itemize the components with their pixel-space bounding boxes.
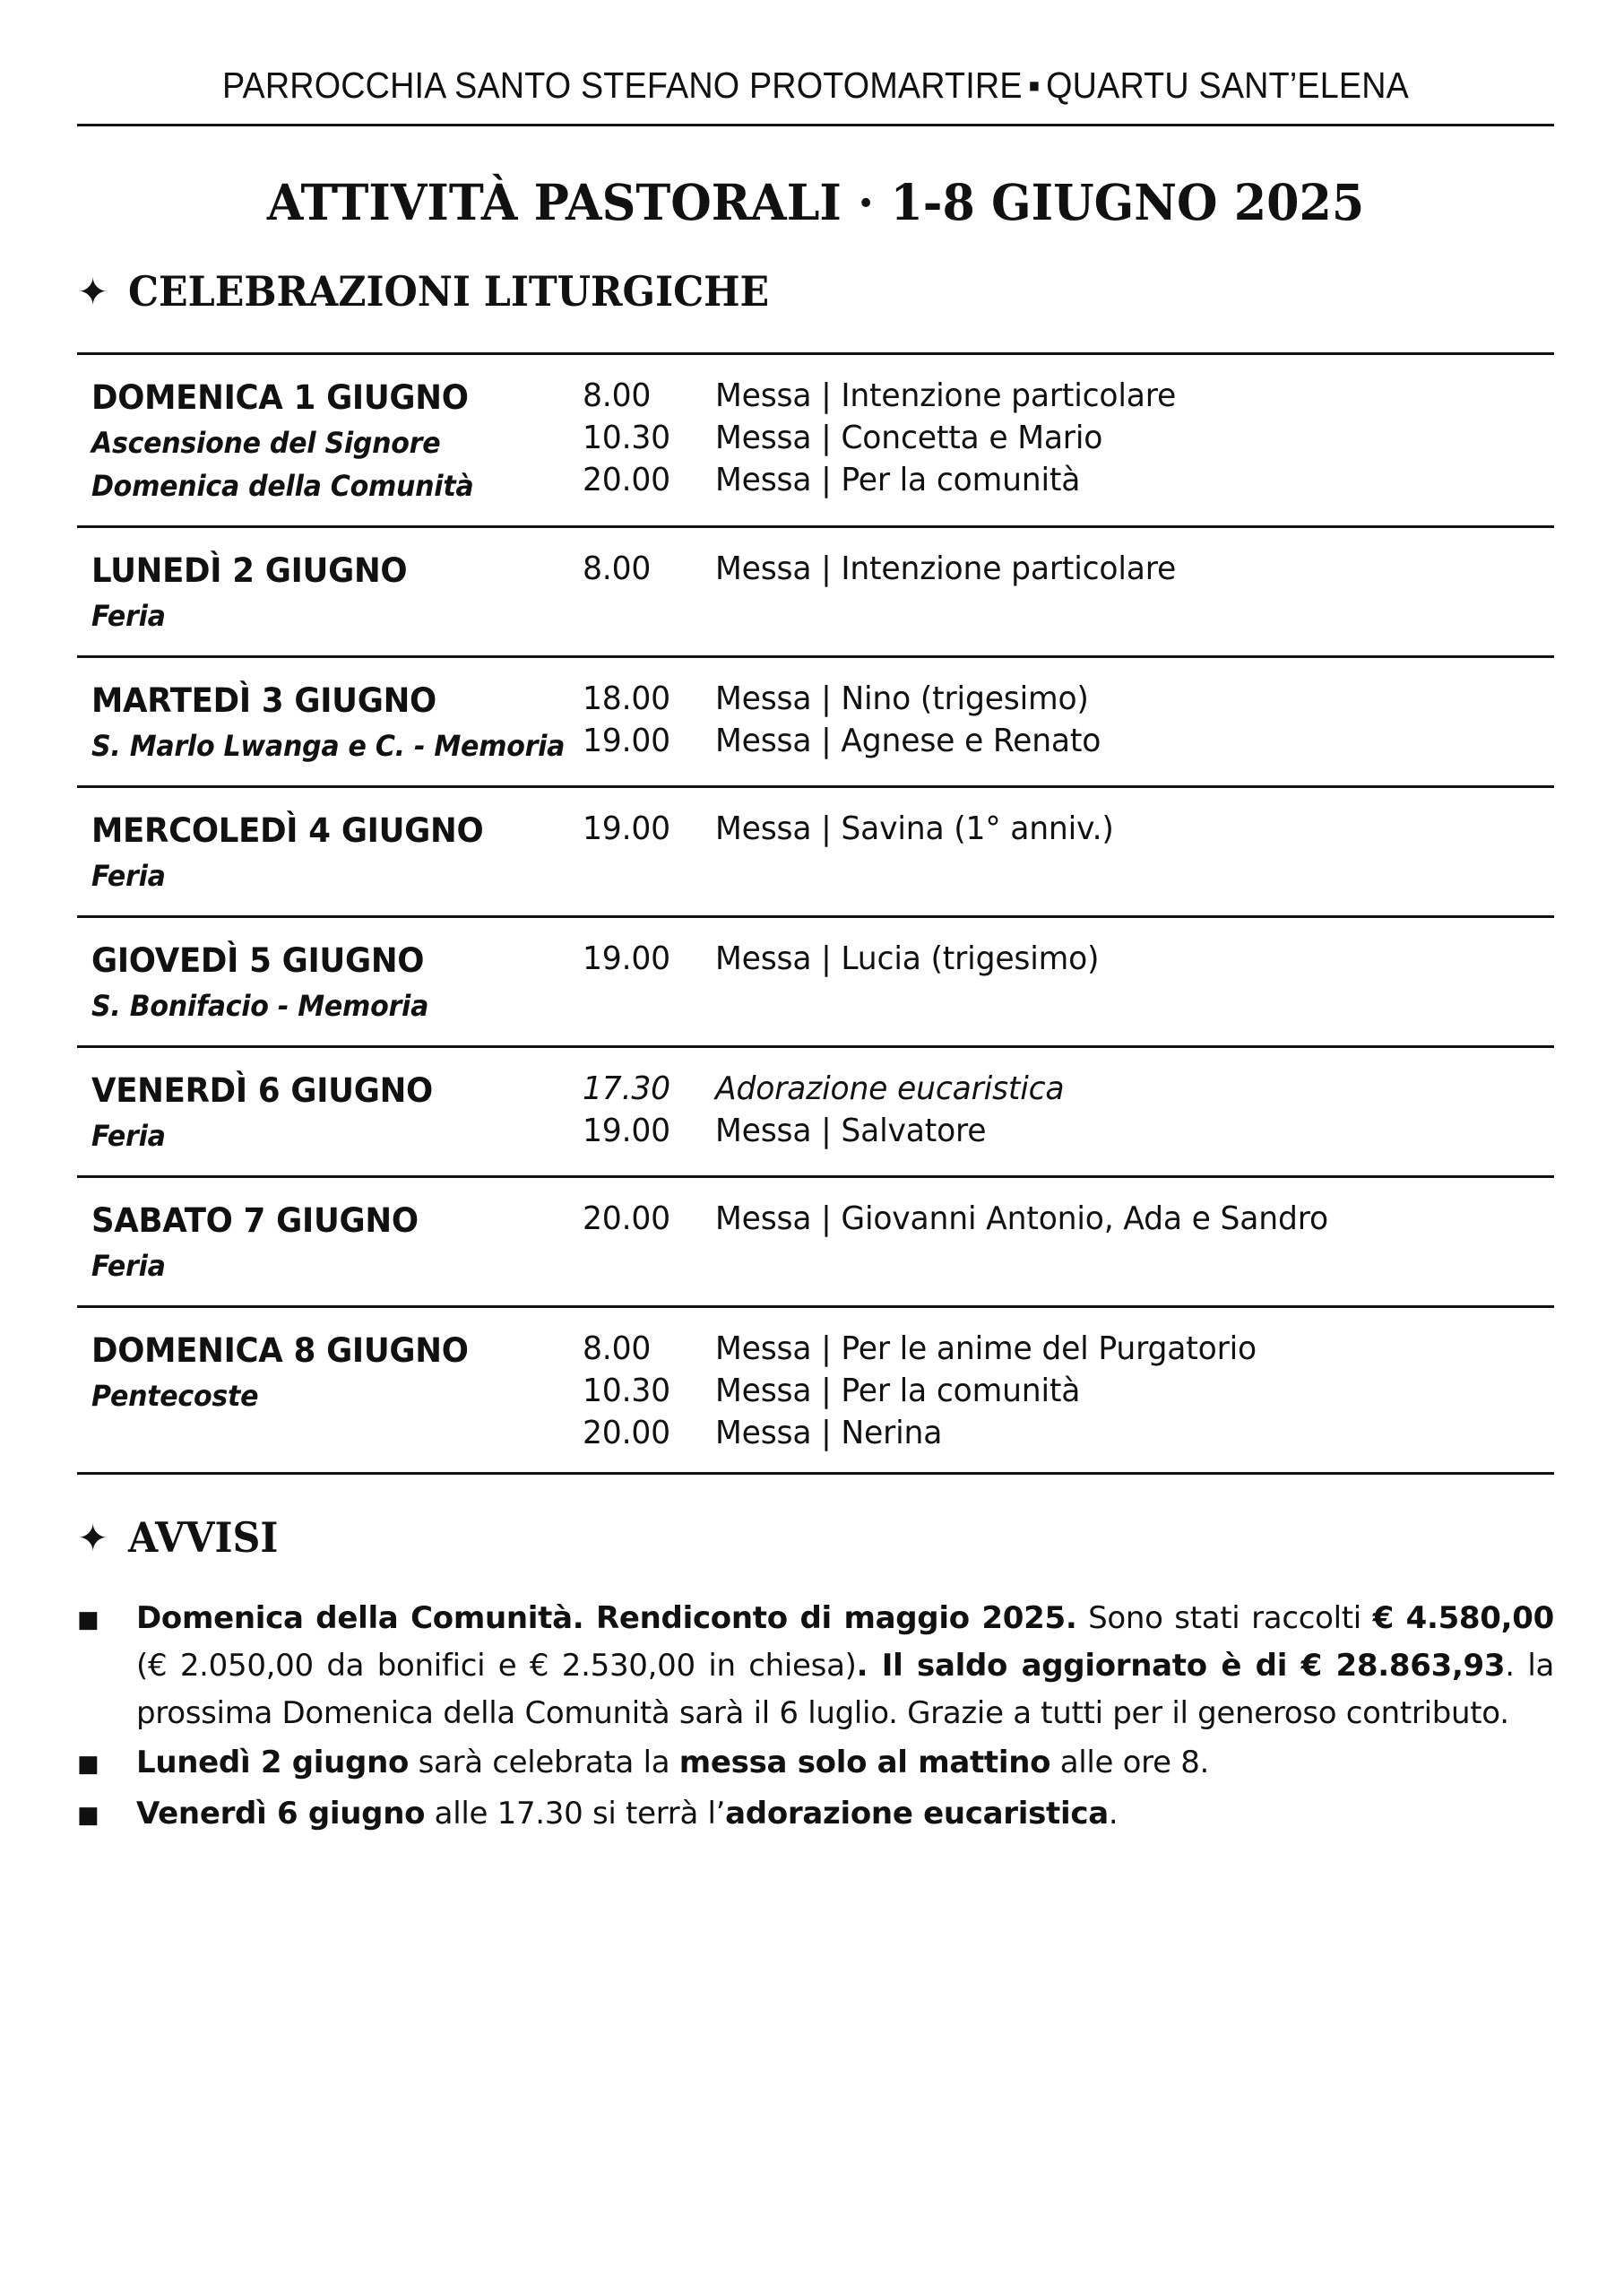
bullet-icon: ■ bbox=[77, 1606, 99, 1633]
parish-header: PARROCCHIA SANTO STEFANO PROTOMARTIRE ▪ QUARTU SANT’ELENA bbox=[221, 65, 1410, 106]
event-line bbox=[583, 1370, 1554, 1412]
avviso-plain-text: alle 17.30 si terrà l’ bbox=[425, 1796, 726, 1832]
day-events bbox=[583, 1328, 1554, 1454]
day-events bbox=[583, 1198, 1554, 1287]
bullet-icon: ■ bbox=[77, 1802, 99, 1829]
day-info bbox=[77, 548, 583, 637]
event-time: 17.30 bbox=[583, 1070, 670, 1107]
avviso-plain-text: alle ore 8. bbox=[1050, 1745, 1210, 1780]
event-description: Messa | Intenzione particolare bbox=[715, 550, 1177, 587]
avviso-bold-text: Venerdì 6 giugno bbox=[136, 1796, 426, 1832]
day-events bbox=[583, 375, 1554, 507]
event-description: Messa | Nerina bbox=[715, 1415, 943, 1451]
schedule-row bbox=[77, 1178, 1554, 1308]
day-info bbox=[77, 1198, 583, 1287]
day-name: DOMENICA 1 GIUGNO bbox=[91, 378, 469, 417]
avviso-text bbox=[136, 1595, 1554, 1737]
day-name: GIOVEDÌ 5 GIUGNO bbox=[91, 941, 425, 980]
avvisi-list bbox=[77, 1595, 1554, 1840]
event-line bbox=[583, 1110, 1554, 1152]
event-time: 19.00 bbox=[583, 723, 670, 759]
event-line bbox=[583, 678, 1554, 720]
event-line bbox=[583, 459, 1554, 501]
page-title: ATTIVITÀ PASTORALI · 1-8 GIUGNO 2025 bbox=[266, 173, 1365, 231]
day-liturgy: Feria bbox=[91, 1119, 166, 1153]
event-time: 10.30 bbox=[583, 1373, 670, 1409]
day-events bbox=[583, 548, 1554, 637]
event-line bbox=[583, 1412, 1554, 1454]
event-time: 8.00 bbox=[583, 550, 652, 587]
day-info bbox=[77, 1068, 583, 1157]
event-description: Messa | Savina (1° anniv.) bbox=[715, 810, 1114, 847]
day-info bbox=[77, 938, 583, 1027]
day-events bbox=[583, 1068, 1554, 1157]
day-events bbox=[583, 808, 1554, 897]
event-description: Messa | Per la comunità bbox=[715, 1373, 1081, 1409]
schedule-row bbox=[77, 658, 1554, 788]
header-divider bbox=[77, 124, 1554, 126]
day-info bbox=[77, 678, 583, 767]
star-icon: ✦ bbox=[77, 1515, 109, 1560]
event-line bbox=[583, 720, 1554, 762]
event-description: Messa | Per le anime del Purgatorio bbox=[715, 1330, 1257, 1367]
day-liturgy: Ascensione del Signore bbox=[91, 426, 441, 460]
event-description: Messa | Giovanni Antonio, Ada e Sandro bbox=[715, 1200, 1328, 1237]
day-liturgy: Feria bbox=[91, 1249, 166, 1283]
day-name: DOMENICA 8 GIUGNO bbox=[91, 1331, 469, 1370]
section-celebrazioni-title: CELEBRAZIONI LITURGICHE bbox=[128, 267, 770, 316]
schedule-row bbox=[77, 918, 1554, 1048]
day-liturgy: Feria bbox=[91, 599, 166, 633]
schedule-row bbox=[77, 1308, 1554, 1475]
bullet-icon: ■ bbox=[77, 1751, 99, 1778]
event-time: 8.00 bbox=[583, 377, 652, 414]
schedule-row bbox=[77, 788, 1554, 918]
day-name: VENERDÌ 6 GIUGNO bbox=[91, 1071, 433, 1110]
section-avvisi-title: AVVISI bbox=[128, 1513, 279, 1562]
event-line bbox=[583, 938, 1554, 980]
event-line bbox=[583, 1198, 1554, 1240]
avviso-bold-text: messa solo al mattino bbox=[678, 1745, 1051, 1780]
avviso-plain-text: (€ 2.050,00 da bonifici e € 2.530,00 in chiesa) bbox=[136, 1648, 857, 1684]
avviso-text bbox=[136, 1790, 1554, 1840]
event-time: 10.30 bbox=[583, 420, 670, 456]
star-icon: ✦ bbox=[77, 269, 109, 314]
event-time: 20.00 bbox=[583, 462, 670, 498]
avviso-item bbox=[77, 1595, 1554, 1737]
avviso-bold-text: adorazione eucaristica bbox=[725, 1796, 1109, 1832]
day-liturgy: Feria bbox=[91, 859, 166, 893]
day-liturgy: Domenica della Comunità bbox=[91, 469, 474, 503]
avviso-bold-text: € 4.580,00 bbox=[1372, 1600, 1554, 1636]
bulletin-page bbox=[77, 0, 1554, 1841]
day-info bbox=[77, 375, 583, 507]
event-description: Messa | Agnese e Renato bbox=[715, 723, 1101, 759]
section-celebrazioni bbox=[77, 264, 1554, 318]
section-avvisi bbox=[77, 1511, 1554, 1564]
avviso-bold-text: Lunedì 2 giugno bbox=[136, 1745, 410, 1780]
day-liturgy: Pentecoste bbox=[91, 1379, 259, 1413]
event-description: Messa | Intenzione particolare bbox=[715, 377, 1177, 414]
event-description: Messa | Lucia (trigesimo) bbox=[715, 940, 1100, 977]
event-time: 18.00 bbox=[583, 680, 670, 717]
event-line bbox=[583, 808, 1554, 850]
day-info bbox=[77, 808, 583, 897]
day-events bbox=[583, 938, 1554, 1027]
avviso-bold-text: . Il saldo aggiornato è di € 28.863,93 bbox=[856, 1648, 1506, 1684]
schedule-row bbox=[77, 1048, 1554, 1178]
day-name: SABATO 7 GIUGNO bbox=[91, 1201, 419, 1240]
avviso-plain-text: sarà celebrata la bbox=[409, 1745, 679, 1780]
event-line bbox=[583, 1068, 1554, 1110]
avviso-item bbox=[77, 1790, 1554, 1840]
day-info bbox=[77, 1328, 583, 1454]
day-liturgy: S. Bonifacio - Memoria bbox=[91, 989, 429, 1023]
day-liturgy: S. Marlo Lwanga e C. - Memoria bbox=[91, 729, 566, 763]
schedule-row bbox=[77, 528, 1554, 658]
avviso-bold-text: Domenica della Comunità. Rendiconto di maggio 2025. bbox=[136, 1600, 1077, 1636]
event-time: 19.00 bbox=[583, 940, 670, 977]
day-name: LUNEDÌ 2 GIUGNO bbox=[91, 551, 408, 590]
event-description: Messa | Concetta e Mario bbox=[715, 420, 1103, 456]
schedule-table bbox=[77, 352, 1554, 1475]
event-time: 19.00 bbox=[583, 810, 670, 847]
day-name: MERCOLEDÌ 4 GIUGNO bbox=[91, 811, 484, 850]
avviso-text bbox=[136, 1739, 1554, 1788]
event-description: Messa | Nino (trigesimo) bbox=[715, 680, 1089, 717]
avviso-item bbox=[77, 1739, 1554, 1788]
day-events bbox=[583, 678, 1554, 767]
event-description: Messa | Per la comunità bbox=[715, 462, 1081, 498]
event-description: Messa | Salvatore bbox=[715, 1113, 987, 1149]
event-time: 8.00 bbox=[583, 1330, 652, 1367]
event-time: 20.00 bbox=[583, 1200, 670, 1237]
event-line bbox=[583, 375, 1554, 417]
event-time: 19.00 bbox=[583, 1113, 670, 1149]
event-description: Adorazione eucaristica bbox=[715, 1070, 1065, 1107]
avviso-plain-text: . bbox=[1108, 1796, 1119, 1832]
avviso-plain-text: Sono stati raccolti bbox=[1076, 1600, 1373, 1636]
event-time: 20.00 bbox=[583, 1415, 670, 1451]
avviso-plain-text: . la prossima Domenica della Comunità sarà il 6 luglio. Grazie a tutti per il generoso contributo. bbox=[136, 1648, 1555, 1731]
event-line bbox=[583, 1328, 1554, 1370]
event-line bbox=[583, 417, 1554, 459]
schedule-row bbox=[77, 355, 1554, 528]
day-name: MARTEDÌ 3 GIUGNO bbox=[91, 681, 436, 720]
event-line bbox=[583, 548, 1554, 590]
